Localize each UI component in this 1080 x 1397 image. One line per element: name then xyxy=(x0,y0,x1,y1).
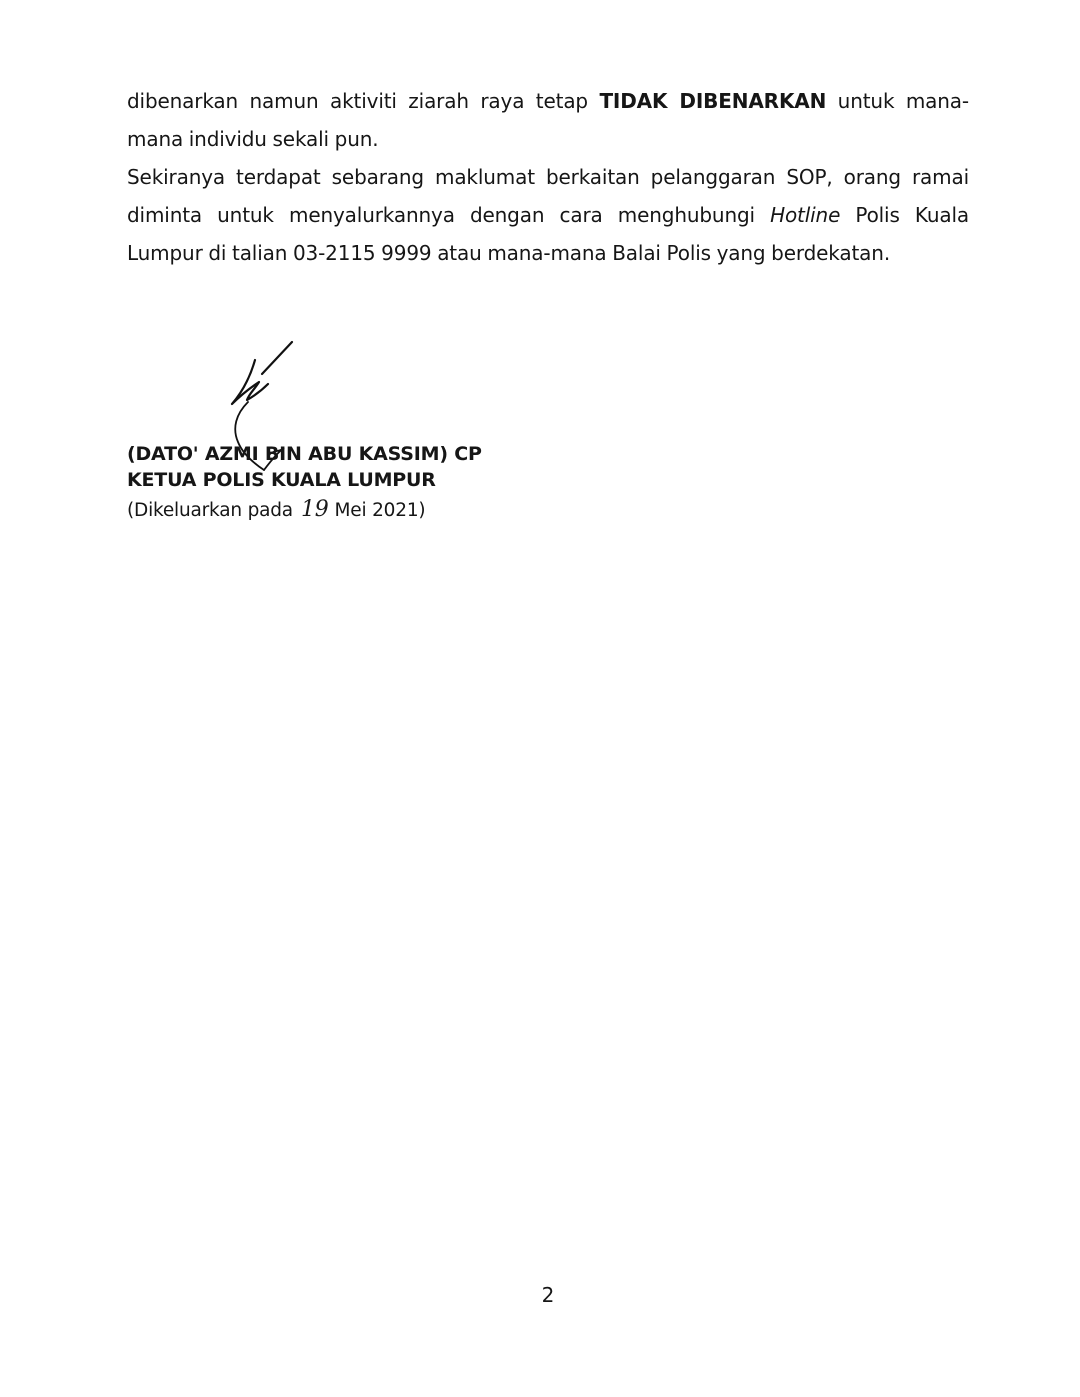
paragraph-2-text-start: Sekiranya terdapat sebarang maklumat berkaitan pelanggaran SOP, orang ramai diminta untuk menyalurkannya dengan cara menghubungi xyxy=(127,165,969,227)
paragraph-1-emphasis: TIDAK DIBENARKAN xyxy=(599,89,827,113)
issue-date-prefix: (Dikeluarkan pada xyxy=(127,500,293,521)
signature-block xyxy=(127,441,627,526)
paragraph-1-text-start: dibenarkan namun aktiviti ziarah raya tetap xyxy=(127,89,600,113)
page-number: 2 xyxy=(541,1283,555,1307)
paragraph-1-text-end: untuk mana-mana individu sekali pun. xyxy=(127,89,969,151)
issue-day-handwritten: 19 xyxy=(300,497,329,522)
issue-date xyxy=(127,495,627,526)
signatory-name: (DATO' AZMI BIN ABU KASSIM) CP xyxy=(127,443,482,465)
paragraph-2-text-end: Polis Kuala Lumpur di talian 03-2115 9999 atau mana-mana Balai Polis yang berdekatan. xyxy=(127,203,969,265)
signatory-title: KETUA POLIS KUALA LUMPUR xyxy=(127,469,436,491)
issue-date-suffix: Mei 2021) xyxy=(334,500,426,521)
paragraph-2-hotline-word: Hotline xyxy=(770,203,841,227)
body-text xyxy=(127,82,969,272)
paragraph-hotline xyxy=(127,158,969,272)
paragraph-ziarah-raya xyxy=(127,82,969,158)
